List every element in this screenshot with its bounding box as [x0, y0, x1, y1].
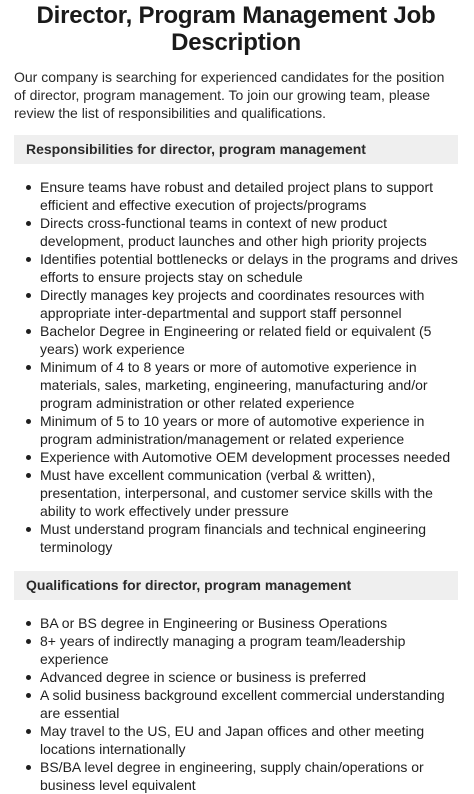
list-item: May travel to the US, EU and Japan offices and other meeting locations internationally: [14, 722, 458, 758]
list-item: A solid business background excellent commercial understanding are essential: [14, 686, 458, 722]
list-item: Must have excellent communication (verbal & written), presentation, interpersonal, and customer service skills with the ability to work effectively under pressure: [14, 466, 458, 520]
list-item: Identifies potential bottlenecks or delays in the programs and drives efforts to ensure projects stay on schedule: [14, 250, 458, 286]
list-item: Directs cross-functional teams in context of new product development, product launches and other high priority projects: [14, 214, 458, 250]
list-item: 8+ years of indirectly managing a program team/leadership experience: [14, 632, 458, 668]
list-item: Experience with Automotive OEM development processes needed: [14, 448, 458, 466]
list-item: BA or BS degree in Engineering or Business Operations: [14, 614, 458, 632]
list-item: Bachelor Degree in Engineering or related field or equivalent (5 years) work experience: [14, 322, 458, 358]
list-item: Ensure teams have robust and detailed project plans to support efficient and effective execution of projects/programs: [14, 178, 458, 214]
list-item: Minimum of 4 to 8 years or more of automotive experience in materials, sales, marketing, engineering, manufacturing and/or program administration or other related experience: [14, 358, 458, 412]
list-item: Directly manages key projects and coordinates resources with appropriate inter-departmental and support staff personnel: [14, 286, 458, 322]
qualifications-heading: Qualifications for director, program management: [14, 571, 458, 600]
list-item: Minimum of 5 to 10 years or more of automotive experience in program administration/management or related experience: [14, 412, 458, 448]
list-item: Must understand program financials and technical engineering terminology: [14, 520, 458, 556]
responsibilities-heading: Responsibilities for director, program management: [14, 135, 458, 164]
responsibilities-list: [14, 178, 458, 556]
intro-paragraph: Our company is searching for experienced candidates for the position of director, program management. To join our growing team, please review the list of responsibilities and qualifications.: [14, 69, 445, 121]
page-title: Director, Program Management Job Description: [36, 2, 436, 56]
list-item: Advanced degree in science or business is preferred: [14, 668, 458, 686]
list-item: BS/BA level degree in engineering, supply chain/operations or business level equivalent: [14, 758, 458, 794]
qualifications-list: [14, 614, 458, 794]
